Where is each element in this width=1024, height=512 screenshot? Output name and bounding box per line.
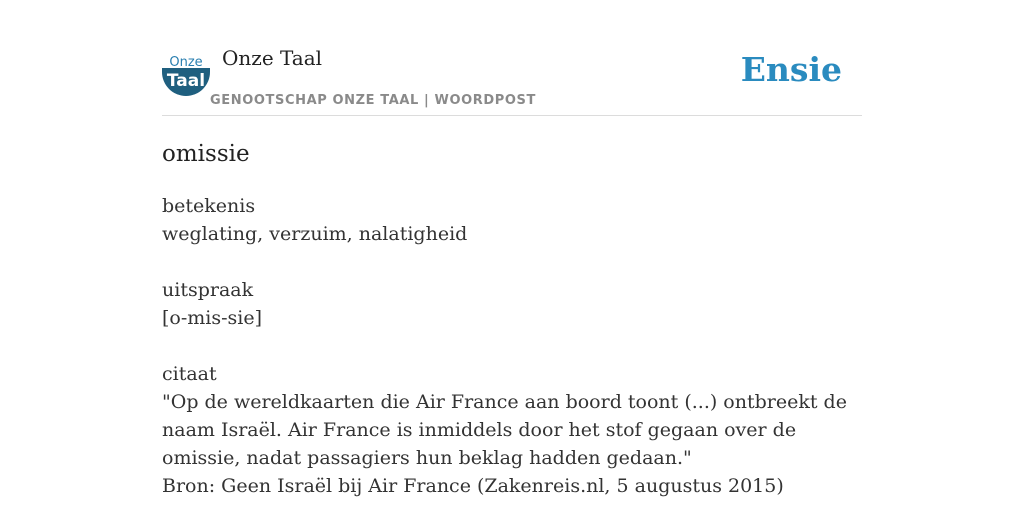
quote-source: Bron: Geen Israël bij Air France (Zakenreis.nl, 5 augustus 2015) (162, 475, 784, 497)
entry-card (162, 0, 862, 512)
entry-word: omissie (162, 141, 250, 167)
entry-body (162, 192, 862, 500)
logo-text-bottom: Taal (166, 71, 206, 91)
ensie-brand-link[interactable]: Ensie (740, 50, 842, 89)
site-subtitle: GENOOTSCHAP ONZE TAAL | WOORDPOST (210, 93, 536, 108)
meaning-text: weglating, verzuim, nalatigheid (162, 223, 468, 245)
onze-taal-logo[interactable] (162, 50, 210, 96)
logo-text-top: Onze (169, 55, 203, 70)
spacer (162, 332, 862, 360)
spacer (162, 248, 862, 276)
quote-text: "Op de wereldkaarten die Air France aan boord toont (...) ontbreekt de naam Israël. Air France is inmiddels door het stof gegaan over de omissie, nadat passagiers hun beklag hadden gedaan." (162, 391, 847, 469)
pronunciation-text: [o-mis-sie] (162, 307, 263, 329)
quote-label: citaat (162, 363, 217, 385)
onze-taal-logo-icon (162, 50, 210, 96)
meaning-label: betekenis (162, 195, 256, 217)
header-divider (162, 115, 862, 116)
site-name[interactable]: Onze Taal (222, 46, 323, 70)
pronunciation-label: uitspraak (162, 279, 254, 301)
